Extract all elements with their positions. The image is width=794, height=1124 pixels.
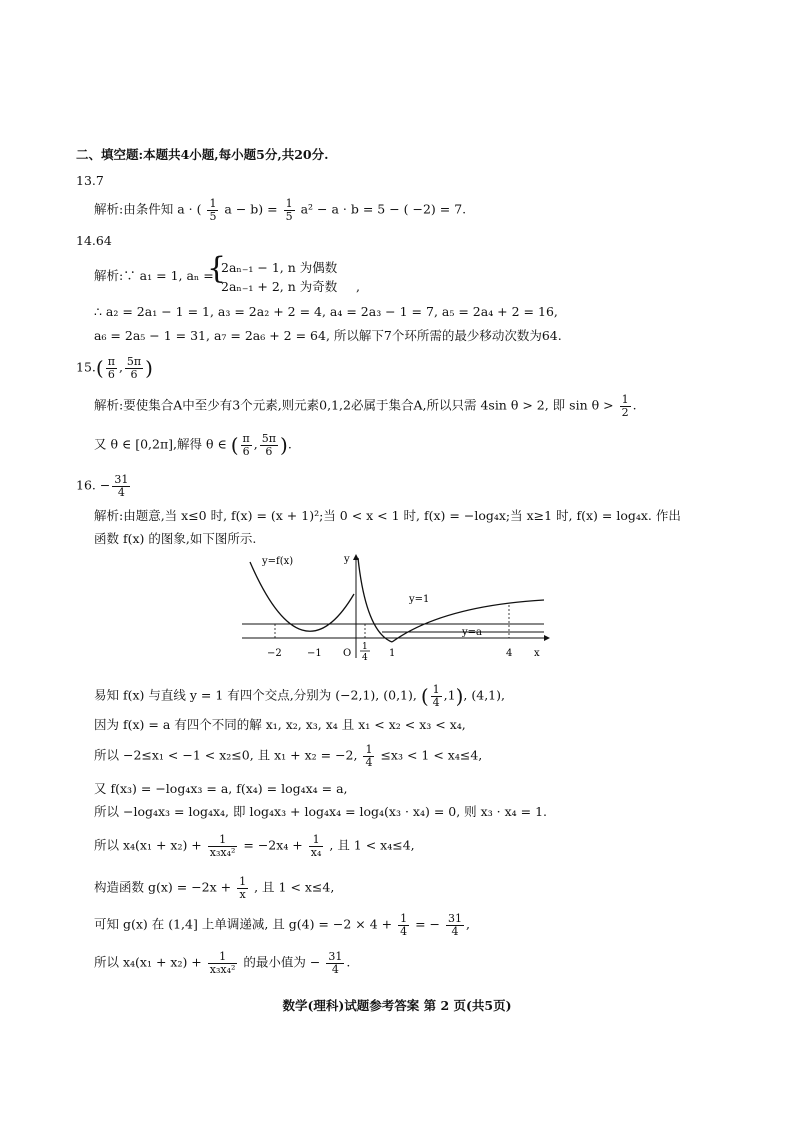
q14-line3: a₆ = 2a₅ − 1 = 31, a₇ = 2a₆ + 2 = 64, 所以解下7个环所需的最少移动次数为64. <box>94 328 562 343</box>
q16-line9: 构造函数 g(x) = −2x + $\frac{1}{x}$ , 且 1 < x≤4, <box>94 875 335 901</box>
label-fx: y=f(x) <box>262 556 294 567</box>
q13-analysis: 解析:由条件知 a · ( $\frac{1}{5}$ a − b) = $\frac{1}{5}$ a² − a · b = 5 − ( −2) = 7. <box>94 197 467 223</box>
fraction: $\frac{1}{5}$ <box>285 197 293 223</box>
label-y: y <box>344 554 350 565</box>
label-ya: y=a <box>462 627 482 638</box>
q16-line7: 所以 −log₄x₃ = log₄x₄, 即 log₄x₃ + log₄x₄ = log₄(x₃ · x₄) = 0, 则 x₃ · x₄ = 1. <box>94 804 548 819</box>
q14-piecewise <box>207 251 407 298</box>
tick-4: 4 <box>506 648 513 659</box>
q13-answer: 13.7 <box>76 173 104 188</box>
q16-line1: 解析:由题意,当 x≤0 时, f(x) = (x + 1)²;当 0 < x < 1 时, f(x) = −log₄x;当 x≥1 时, f(x) = log₄x. 作出 <box>94 508 681 523</box>
function-graph <box>232 550 552 662</box>
label-x: x <box>534 648 540 659</box>
fraction: $\frac{1}{5}$ <box>209 197 217 223</box>
q16-line3: 易知 f(x) 与直线 y = 1 有四个交点,分别为 (−2,1), (0,1), ( $\frac{1}{4}$ ,1), (4,1), <box>94 683 505 709</box>
section-heading: 二、填空题:本题共4小题,每小题5分,共20分. <box>76 147 329 162</box>
q16-line11: 所以 x₄(x₁ + x₂) + $\frac{1}{\text{x₃x₄²}}$ 的最小值为 − $\frac{31}{4}$ . <box>94 950 351 976</box>
page-footer: 数学(理科)试题参考答案 第 2 页(共5页) <box>282 998 512 1013</box>
label-origin: O <box>343 648 352 659</box>
tick-1: 1 <box>389 648 396 659</box>
curve-neg-log <box>358 558 392 642</box>
tick-neg1: −1 <box>307 648 322 659</box>
q15-line2: 又 θ ∈ [0,2π],解得 θ ∈ ( $\frac{\pi}{6}$ , $\frac{5\pi}{6}$ ). <box>94 432 292 458</box>
curve-parabola <box>250 562 354 631</box>
tick-neg2: −2 <box>267 648 282 659</box>
q14-answer: 14.64 <box>76 233 112 248</box>
q14-line2: ∴ a₂ = 2a₁ − 1 = 1, a₃ = 2a₂ + 2 = 4, a₄ = 2a₃ − 1 = 7, a₅ = 2a₄ + 2 = 16, <box>94 304 558 319</box>
q14-case-odd: 2aₙ₋₁ + 2, n 为奇数 <box>221 279 338 294</box>
label-y1: y=1 <box>409 594 430 605</box>
q16-line5: 所以 −2≤x₁ < −1 < x₂≤0, 且 x₁ + x₂ = −2, $\frac{1}{4}$ ≤x₃ < 1 < x₄≤4, <box>94 743 483 769</box>
tick-quarter-den: 4 <box>362 653 368 662</box>
q15-line1: 解析:要使集合A中至少有3个元素,则元素0,1,2必属于集合A,所以只需 4sin θ > 2, 即 sin θ > $\frac{1}{2}$ . <box>94 393 637 419</box>
q16-line4: 因为 f(x) = a 有四个不同的解 x₁, x₂, x₃, x₄ 且 x₁ < x₂ < x₃ < x₄, <box>94 717 466 732</box>
q16-line10: 可知 g(x) 在 (1,4] 上单调递减, 且 g(4) = −2 × 4 + $\frac{1}{4}$ = − $\frac{31}{4}$ , <box>94 912 470 938</box>
q16-answer: 16. − $\frac{31}{4}$ <box>76 473 129 499</box>
q14-premise: 解析:∵ a₁ = 1, aₙ = <box>94 268 214 283</box>
tick-quarter-num: 1 <box>362 642 368 652</box>
answer-sheet-page: 二、填空题:本题共4小题,每小题5分,共20分. 13.7 解析:由条件知 a · ( $\frac{1}{5}$ a − b) = $\frac{1}{5}$ a² − a · b = 5 − ( −2) = 7. 14.64 解析:∵ a₁ = 1, aₙ = { 2aₙ₋₁ − 1, n 为偶数 2aₙ₋₁ + 2, n 为奇数 , ∴ a₂ = 2a₁ − 1 = 1, a₃ = 2a₂ + 2 = 4, a₄ = 2a₃ − 1 = 7, a₅ = 2a₄ + 2 = 16, a₆ = 2a₅ − 1 = 31, a₇ = 2a₆ + 2 = 64, 所以解下7个环所需的最少移动次数为64. 15.( $\frac{\pi}{6}$ , $\frac{5\pi}{6}$ ) 解析:要使集合A中至少有3个元素,则元素0,1,2必属于集合A,所以只需 4sin θ > 2, 即 sin θ > $\frac{1}{2}$ . 又 θ ∈ [0,2π],解得 θ ∈ ( $\frac{\pi}{6}$ , $\frac{5\pi}{6}$ ). 16. − $\frac{31}{4}$ 解析:由题意,当 x≤0 时, f(x) = (x + 1)²;当 0 < x < 1 时, f(x) = −log₄x;当 x≥1 时, f(x) = log₄x. 作出 函数 f(x) 的图象,如下图所示. y=f(x) y y=1 y=a x O −2 −1 1 4 1 4 易知 f(x) 与直线 y = 1 有四个交点,分别为 (−2,1), (0,1), ( $\frac{1}{4}$ ,1), (4,1), 因为 f(x) = a 有四个不同的解 x₁, x₂, x₃, x₄ 且 x₁ < x₂ < x₃ < x₄, 所以 −2≤x₁ < −1 < x₂≤0, 且 x₁ + x₂ = −2, $\frac{1}{4}$ ≤x₃ < 1 < x₄≤4, 又 f(x₃) = −log₄x₃ = a, f(x₄) = log₄x₄ = a, 所以 −log₄x₃ = log₄x₄, 即 log₄x₃ + log₄x₄ = log₄(x₃ · x₄) = 0, 则 x₃ · x₄ = 1. 所以 x₄(x₁ + x₂) + $\frac{1}{\text{x₃x₄²}}$ = −2x₄ + $\frac{1}{\text{x₄}}$ , 且 1 < x₄≤4, 构造函数 g(x) = −2x + $\frac{1}{x}$ , 且 1 < x≤4, 可知 g(x) 在 (1,4] 上单调递减, 且 g(4) = −2 × 4 + $\frac{1}{4}$ = − $\frac{31}{4}$ , 所以 x₄(x₁ + x₂) + $\frac{1}{\text{x₃x₄²}}$ 的最小值为 − $\frac{31}{4}$ . 数学(理科)试题参考答案 第 2 页(共5页) <box>0 0 794 1124</box>
q14-case-even: 2aₙ₋₁ − 1, n 为偶数 <box>221 260 338 275</box>
q15-answer: 15.( $\frac{\pi}{6}$ , $\frac{5\pi}{6}$ ) <box>76 355 153 381</box>
q16-line2: 函数 f(x) 的图象,如下图所示. <box>94 531 257 546</box>
q16-line6: 又 f(x₃) = −log₄x₃ = a, f(x₄) = log₄x₄ = a, <box>94 781 348 796</box>
q16-line8: 所以 x₄(x₁ + x₂) + $\frac{1}{\text{x₃x₄²}}$ = −2x₄ + $\frac{1}{\text{x₄}}$ , 且 1 < x₄≤4, <box>94 833 415 859</box>
x-axis-arrow <box>544 635 550 641</box>
brace-symbol: { <box>207 251 227 286</box>
